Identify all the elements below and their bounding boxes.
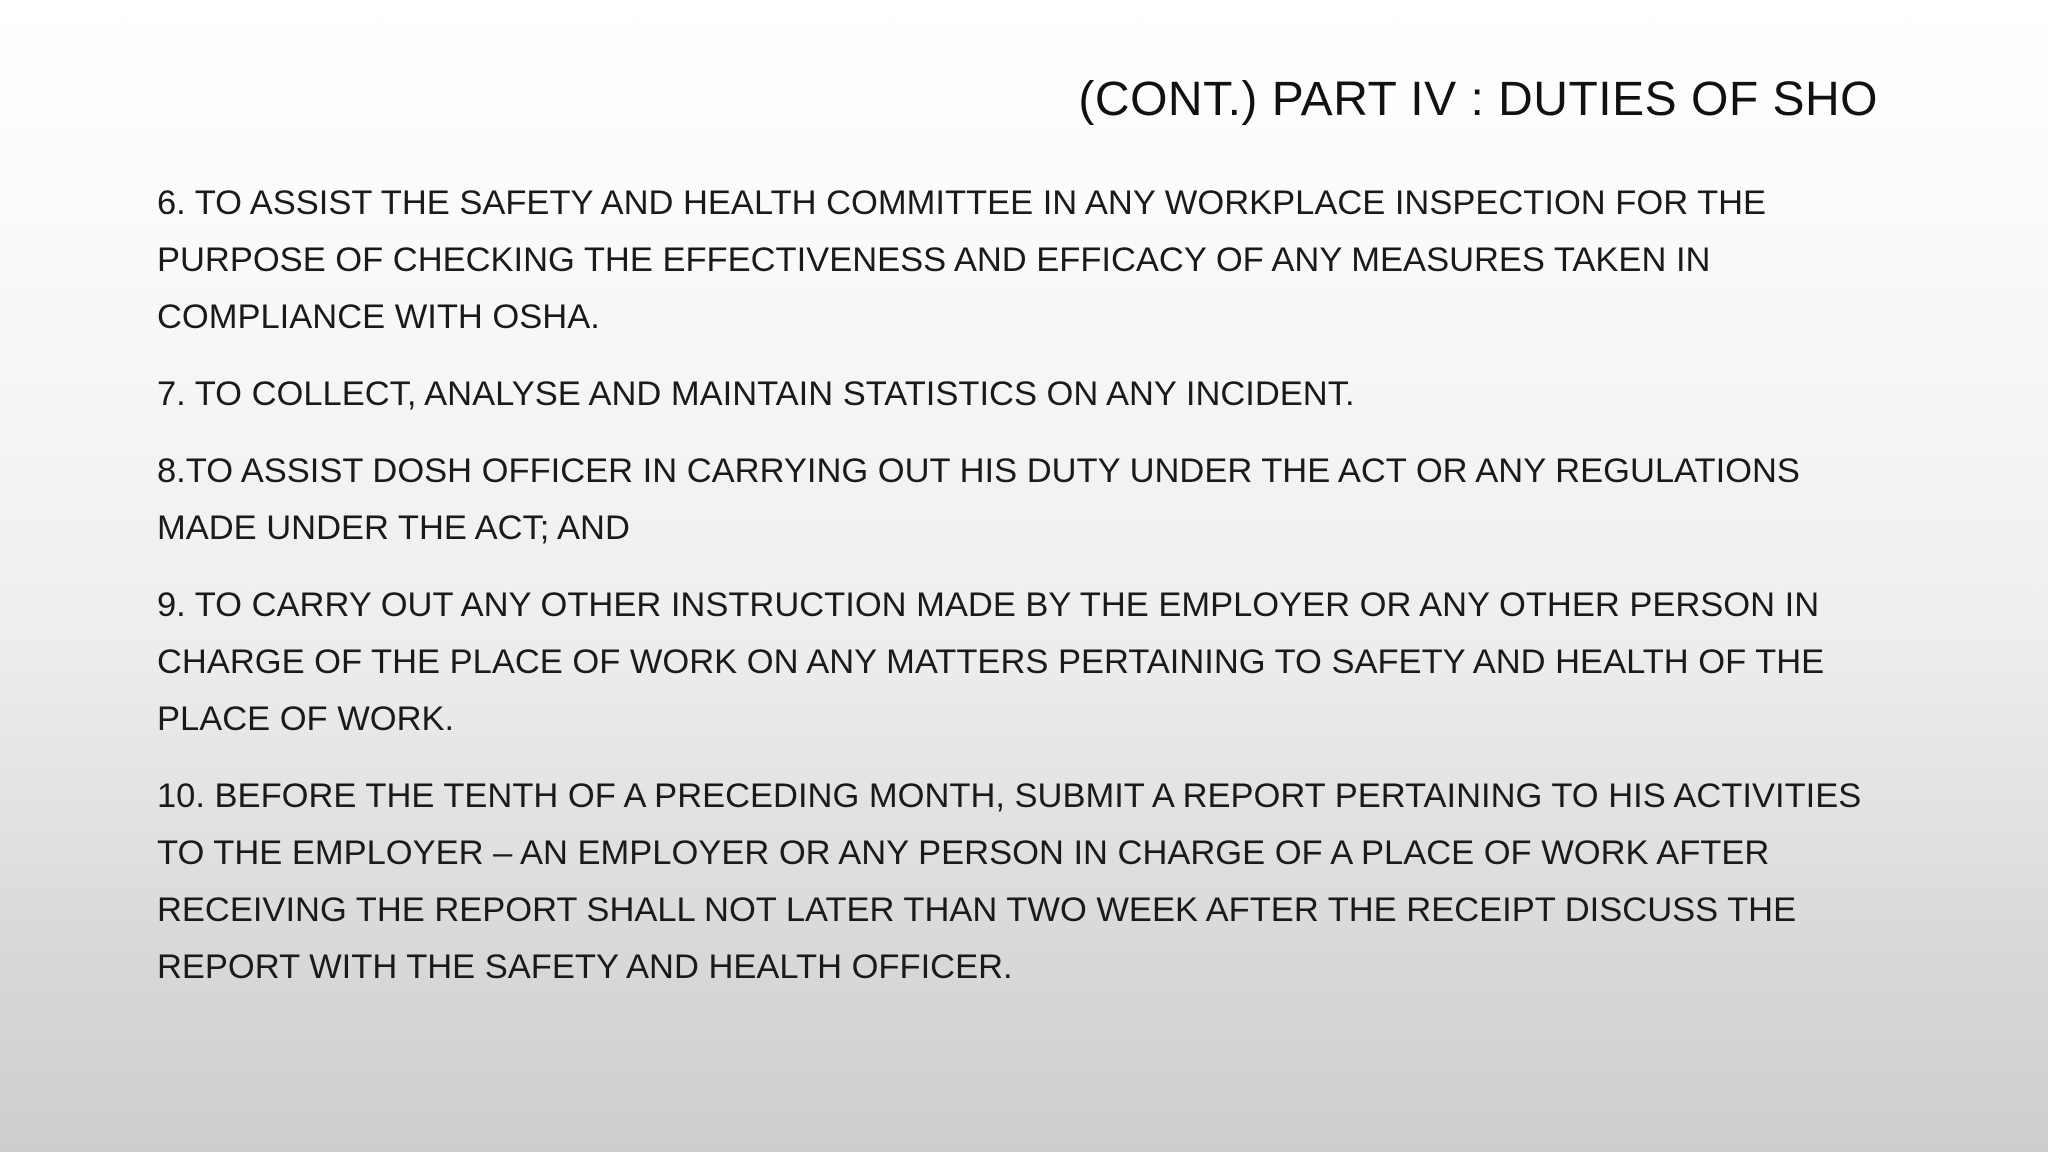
duties-list xyxy=(157,175,1897,1016)
duty-item-10: 10. BEFORE THE TENTH OF A PRECEDING MONTH, SUBMIT A REPORT PERTAINING TO HIS ACTIVITIES TO THE EMPLOYER – AN EMPLOYER OR ANY PERSON IN CHARGE OF A PLACE OF WORK AFTER RECEIVING THE REPORT SHALL NOT LATER THAN TWO WEEK AFTER THE RECEIPT DISCUSS THE REPORT WITH THE SAFETY AND HEALTH OFFICER. xyxy=(157,777,1862,986)
duty-item-7: 7. TO COLLECT, ANALYSE AND MAINTAIN STATISTICS ON ANY INCIDENT. xyxy=(157,375,1355,413)
slide-title: (CONT.) PART IV : DUTIES OF SHO xyxy=(1078,73,1878,126)
duty-item-9: 9. TO CARRY OUT ANY OTHER INSTRUCTION MADE BY THE EMPLOYER OR ANY OTHER PERSON IN CHARGE OF THE PLACE OF WORK ON ANY MATTERS PERTAINING TO SAFETY AND HEALTH OF THE PLACE OF WORK. xyxy=(157,586,1825,738)
duty-item-6: 6. TO ASSIST THE SAFETY AND HEALTH COMMITTEE IN ANY WORKPLACE INSPECTION FOR THE PURPOSE OF CHECKING THE EFFECTIVENESS AND EFFICACY OF ANY MEASURES TAKEN IN COMPLIANCE WITH OSHA. xyxy=(157,184,1767,336)
duty-item-8: 8.TO ASSIST DOSH OFFICER IN CARRYING OUT HIS DUTY UNDER THE ACT OR ANY REGULATIONS MADE UNDER THE ACT; AND xyxy=(157,452,1800,547)
